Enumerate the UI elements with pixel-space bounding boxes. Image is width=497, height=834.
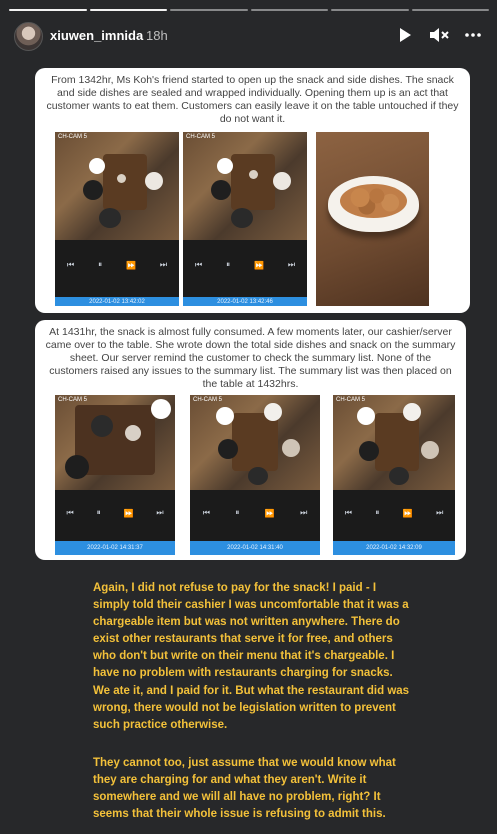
progress-segment [412, 9, 490, 11]
timestamp-bar [183, 297, 307, 306]
playback-controls [333, 508, 455, 518]
next-frame-icon[interactable]: ⏭ [300, 508, 308, 517]
rewind-icon[interactable]: ⏮ [66, 260, 75, 269]
playback-controls [55, 260, 179, 270]
camera-label: CH-CAM 5 [193, 397, 223, 403]
progress-segment [251, 9, 329, 11]
rewind-icon[interactable]: ⏮ [202, 508, 210, 517]
more-icon[interactable] [462, 24, 484, 46]
mute-icon[interactable] [428, 24, 450, 46]
next-frame-icon[interactable]: ⏭ [436, 508, 444, 517]
pause-icon[interactable]: ⏸ [96, 508, 101, 517]
cctv-frame [190, 395, 320, 555]
time-ago: 18h [146, 28, 168, 43]
evidence-card-2 [35, 320, 466, 560]
story-header [14, 22, 484, 50]
timestamp: 2022-01-02 13:42:02 [89, 298, 145, 305]
next-frame-icon[interactable]: ⏭ [159, 260, 168, 269]
rewind-icon[interactable]: ⏮ [66, 508, 74, 517]
camera-label: CH-CAM 5 [186, 134, 216, 140]
card-caption: At 1431hr, the snack is almost fully consumed. A few moments later, our cashier/server came over to the table. She wrote down the total side dishes and snack on the summary sheet. Our server remind the customer to check the summary list. None of the customers raised any issues to the summary list. The summary list was then placed on the table at 1432hrs. [45, 326, 456, 390]
cctv-frame [55, 132, 179, 306]
card-caption: From 1342hr, Ms Koh's friend started to open up the snack and side dishes. The snack and side dishes are sealed and wrapped individually. Opening them up is an act that customer wants to eat them. Customers can easily leave it on the table untouched if they do not want it. [46, 74, 459, 125]
cctv-image [183, 132, 307, 240]
play-icon[interactable] [394, 24, 416, 46]
story-text-paragraph-3: They cannot too, just assume that we would know what they are charging for and what they aren't. Write it somewhere and we will all have no problem, right? It seems that their whole issue is refusing to admit this. [93, 757, 396, 820]
cctv-image [55, 132, 179, 240]
cctv-image [55, 395, 175, 490]
camera-label: CH-CAM 5 [58, 134, 88, 140]
timestamp: 2022-01-02 14:31:37 [87, 545, 143, 551]
pause-icon[interactable]: ⏸ [375, 508, 380, 517]
cctv-frame [183, 132, 307, 306]
pause-icon[interactable]: ⏸ [226, 260, 231, 269]
playback-controls [55, 508, 175, 518]
timestamp-bar [55, 297, 179, 306]
story-progress [9, 9, 489, 11]
story-text-paragraph-1: Again, I did not refuse to pay for the snack! I paid - I simply told their cashier I was uncomfortable that it was a chargeable item but was not written anywhere. There do exist other restaurants that serve it for free, and others who don't but write on their menu that it's chargeable. I have no problem with restaurants charging for snacks. [93, 582, 409, 679]
rewind-icon[interactable]: ⏮ [194, 260, 203, 269]
fast-forward-icon[interactable]: ⏩ [402, 508, 413, 518]
cctv-frame [333, 395, 455, 555]
cctv-frame [55, 395, 175, 555]
camera-label: CH-CAM 5 [336, 397, 366, 403]
rewind-icon[interactable]: ⏮ [344, 508, 352, 517]
timestamp-bar [333, 541, 455, 555]
username[interactable]: xiuwen_imnida [50, 28, 144, 43]
header-controls [394, 24, 484, 46]
timestamp-bar [55, 541, 175, 555]
fast-forward-icon[interactable]: ⏩ [125, 260, 136, 270]
playback-controls [190, 508, 320, 518]
evidence-card-1 [35, 68, 470, 313]
next-frame-icon[interactable]: ⏭ [287, 260, 296, 269]
peanuts [340, 184, 407, 218]
progress-segment [331, 9, 409, 11]
next-frame-icon[interactable]: ⏭ [156, 508, 164, 517]
pause-icon[interactable]: ⏸ [235, 508, 240, 517]
avatar[interactable] [14, 22, 43, 51]
cctv-image [190, 395, 320, 490]
peanut-snack-photo [316, 132, 429, 306]
timestamp: 2022-01-02 14:31:40 [227, 545, 283, 551]
fast-forward-icon[interactable]: ⏩ [123, 508, 134, 518]
timestamp: 2022-01-02 13:42:46 [217, 298, 273, 305]
progress-segment [90, 9, 168, 11]
playback-controls [183, 260, 307, 270]
fast-forward-icon[interactable]: ⏩ [253, 260, 264, 270]
progress-segment [9, 9, 87, 11]
timestamp-bar [190, 541, 320, 555]
timestamp: 2022-01-02 14:32:09 [366, 545, 422, 551]
pause-icon[interactable]: ⏸ [98, 260, 103, 269]
progress-segment [170, 9, 248, 11]
camera-label: CH-CAM 5 [58, 397, 88, 403]
fast-forward-icon[interactable]: ⏩ [264, 508, 275, 518]
cctv-image [333, 395, 455, 490]
story-text-paragraph-2: We ate it, and I paid for it. But what the restaurant did was wrong, there would not be legislation written to prevent such practice otherwise. [93, 685, 410, 731]
